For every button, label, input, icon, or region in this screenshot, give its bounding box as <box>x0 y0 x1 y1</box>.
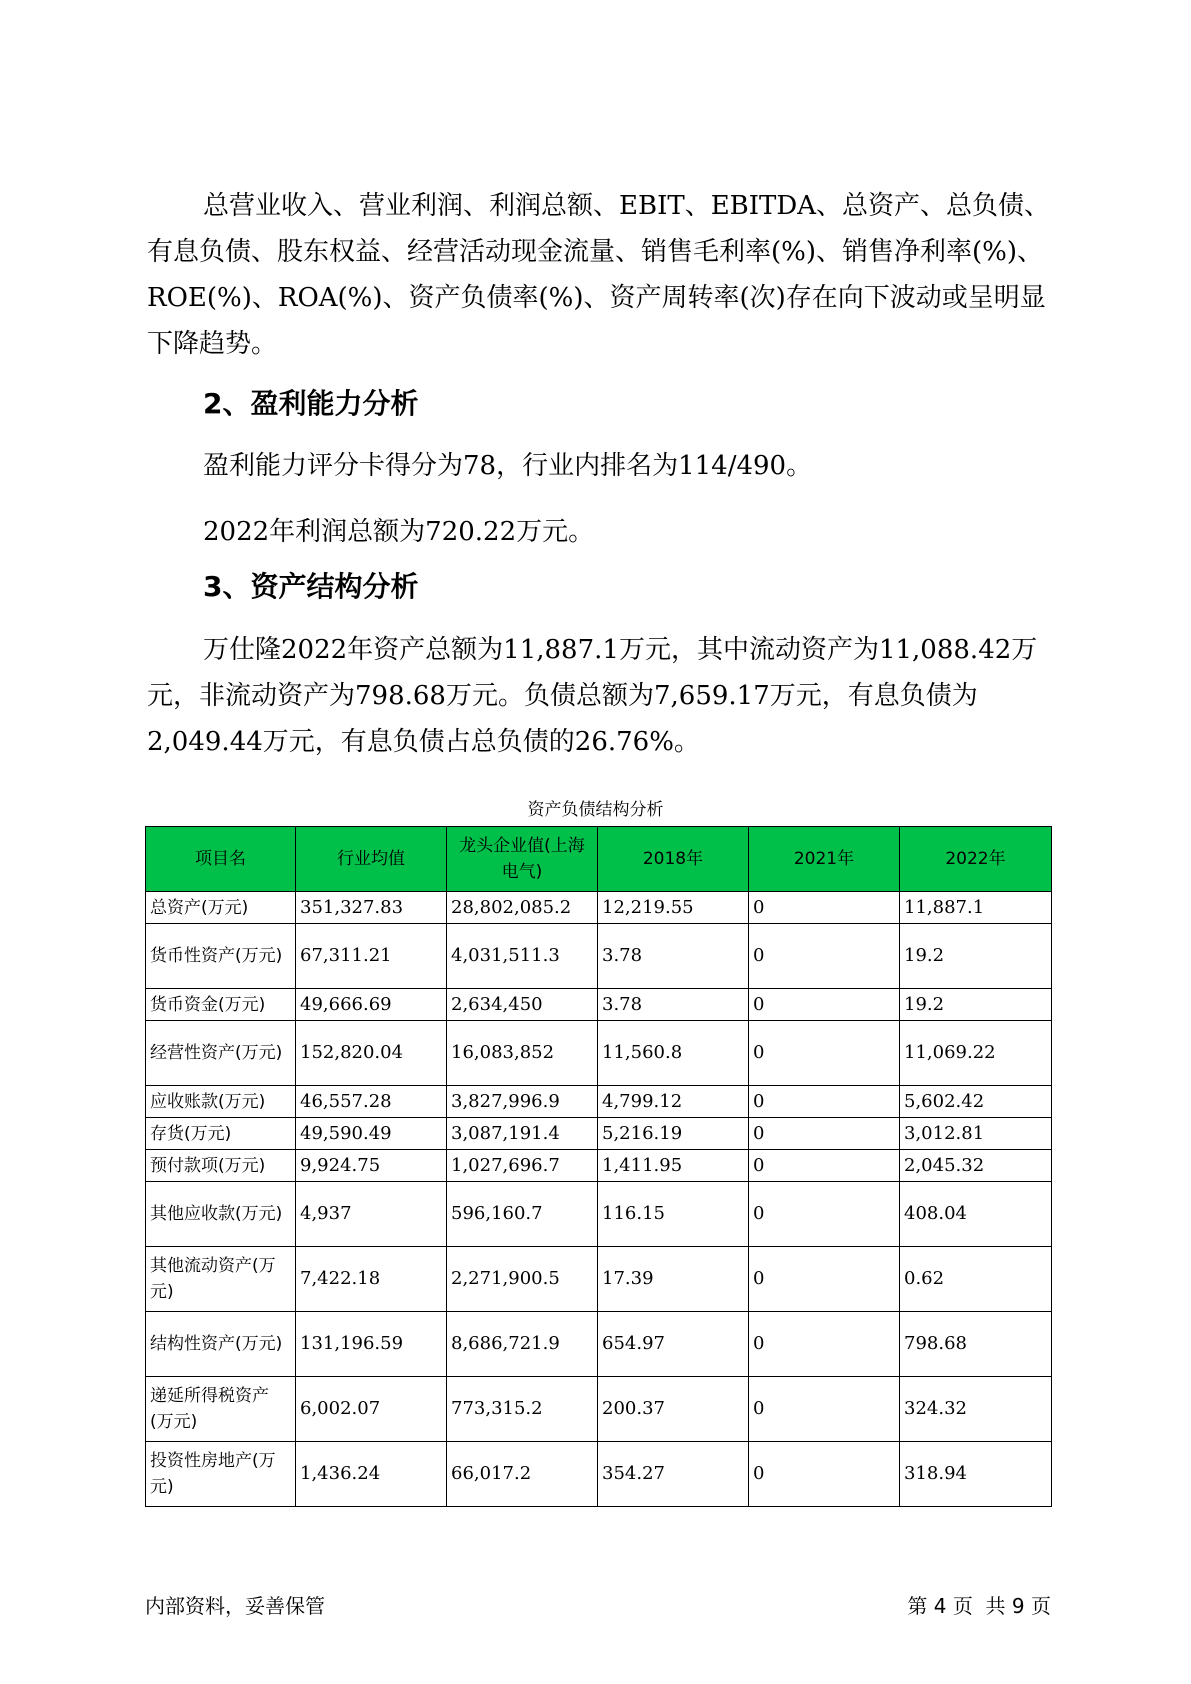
table-row <box>146 1021 1052 1086</box>
table-cell: 324.32 <box>900 1377 1052 1442</box>
row-label: 其他流动资产(万元) <box>146 1247 296 1312</box>
table-row <box>146 1150 1052 1182</box>
row-label: 货币性资产(万元) <box>146 924 296 989</box>
table-row <box>146 1182 1052 1247</box>
section-heading-profitability: 2、盈利能力分析 <box>203 387 419 420</box>
table-cell: 2,271,900.5 <box>447 1247 598 1312</box>
table-cell: 6,002.07 <box>296 1377 447 1442</box>
row-label: 递延所得税资产(万元) <box>146 1377 296 1442</box>
table-cell: 354.27 <box>598 1442 749 1507</box>
header-cell: 2022年 <box>900 827 1052 892</box>
asset-liability-table <box>145 826 1052 1507</box>
table-cell: 0 <box>749 892 900 924</box>
footer-page-number: 第 4 页 共 9 页 <box>907 1594 1051 1618</box>
table-row <box>146 1377 1052 1442</box>
table-cell: 4,031,511.3 <box>447 924 598 989</box>
table-cell: 0 <box>749 1182 900 1247</box>
table-cell: 0 <box>749 1021 900 1086</box>
table-cell: 67,311.21 <box>296 924 447 989</box>
table-cell: 318.94 <box>900 1442 1052 1507</box>
table-cell: 3,012.81 <box>900 1118 1052 1150</box>
intro-paragraph: 总营业收入、营业利润、利润总额、EBIT、EBITDA、总资产、总负债、有息负债、股东权益、经营活动现金流量、销售毛利率(%)、销售净利率(%)、ROE(%)、ROA(%)、资产负债率(%)、资产周转率(次)存在向下波动或呈明显下降趋势。 <box>147 191 1051 359</box>
table-cell: 4,937 <box>296 1182 447 1247</box>
header-cell: 行业均值 <box>296 827 447 892</box>
row-label: 其他应收款(万元) <box>146 1182 296 1247</box>
profitability-score-text: 盈利能力评分卡得分为78，行业内排名为114/490。 <box>203 451 813 481</box>
table-cell: 19.2 <box>900 924 1052 989</box>
table-cell: 200.37 <box>598 1377 749 1442</box>
header-cell: 2021年 <box>749 827 900 892</box>
row-label: 货币资金(万元) <box>146 989 296 1021</box>
table-cell: 131,196.59 <box>296 1312 447 1377</box>
table-cell: 17.39 <box>598 1247 749 1312</box>
table-row <box>146 1086 1052 1118</box>
table-cell: 1,411.95 <box>598 1150 749 1182</box>
table-cell: 773,315.2 <box>447 1377 598 1442</box>
table-cell: 66,017.2 <box>447 1442 598 1507</box>
table-cell: 5,602.42 <box>900 1086 1052 1118</box>
table-cell: 16,083,852 <box>447 1021 598 1086</box>
table-row <box>146 1247 1052 1312</box>
row-label: 经营性资产(万元) <box>146 1021 296 1086</box>
table-row <box>146 1312 1052 1377</box>
table-cell: 152,820.04 <box>296 1021 447 1086</box>
table-cell: 0 <box>749 1442 900 1507</box>
row-label: 总资产(万元) <box>146 892 296 924</box>
table-cell: 1,027,696.7 <box>447 1150 598 1182</box>
row-label: 应收账款(万元) <box>146 1086 296 1118</box>
table-row <box>146 1118 1052 1150</box>
header-cell: 龙头企业值(上海电气) <box>447 827 598 892</box>
table-cell: 3.78 <box>598 924 749 989</box>
header-cell: 2018年 <box>598 827 749 892</box>
table-cell: 0 <box>749 1118 900 1150</box>
table-cell: 11,069.22 <box>900 1021 1052 1086</box>
table-cell: 3,827,996.9 <box>447 1086 598 1118</box>
table-cell: 11,887.1 <box>900 892 1052 924</box>
table-row <box>146 1442 1052 1507</box>
table-cell: 0 <box>749 989 900 1021</box>
table-cell: 2,045.32 <box>900 1150 1052 1182</box>
table-cell: 351,327.83 <box>296 892 447 924</box>
table-cell: 0 <box>749 1312 900 1377</box>
table-cell: 0.62 <box>900 1247 1052 1312</box>
table-cell: 12,219.55 <box>598 892 749 924</box>
table-cell: 11,560.8 <box>598 1021 749 1086</box>
row-label: 存货(万元) <box>146 1118 296 1150</box>
row-label: 结构性资产(万元) <box>146 1312 296 1377</box>
table-cell: 0 <box>749 1247 900 1312</box>
total-profit-text: 2022年利润总额为720.22万元。 <box>203 517 595 547</box>
table-cell: 49,590.49 <box>296 1118 447 1150</box>
table-cell: 7,422.18 <box>296 1247 447 1312</box>
table-cell: 5,216.19 <box>598 1118 749 1150</box>
table-header-row <box>146 827 1052 892</box>
table-cell: 3.78 <box>598 989 749 1021</box>
table-cell: 49,666.69 <box>296 989 447 1021</box>
table-cell: 0 <box>749 1377 900 1442</box>
table-cell: 596,160.7 <box>447 1182 598 1247</box>
table-cell: 798.68 <box>900 1312 1052 1377</box>
table-cell: 654.97 <box>598 1312 749 1377</box>
table-cell: 0 <box>749 1086 900 1118</box>
row-label: 投资性房地产(万元) <box>146 1442 296 1507</box>
table-cell: 28,802,085.2 <box>447 892 598 924</box>
table-cell: 1,436.24 <box>296 1442 447 1507</box>
table-cell: 4,799.12 <box>598 1086 749 1118</box>
header-cell: 项目名 <box>146 827 296 892</box>
table-cell: 0 <box>749 924 900 989</box>
table-cell: 46,557.28 <box>296 1086 447 1118</box>
table-cell: 116.15 <box>598 1182 749 1247</box>
table-cell: 9,924.75 <box>296 1150 447 1182</box>
footer-confidential-note: 内部资料，妥善保管 <box>145 1594 325 1618</box>
table-row <box>146 892 1052 924</box>
table-caption: 资产负债结构分析 <box>527 800 664 820</box>
table-row <box>146 924 1052 989</box>
table-cell: 3,087,191.4 <box>447 1118 598 1150</box>
table-cell: 0 <box>749 1150 900 1182</box>
table-cell: 19.2 <box>900 989 1052 1021</box>
table-cell: 2,634,450 <box>447 989 598 1021</box>
asset-structure-paragraph: 万仕隆2022年资产总额为11,887.1万元，其中流动资产为11,088.42万元，非流动资产为798.68万元。负债总额为7,659.17万元，有息负债为2,049.44万元，有息负债占总负债的26.76%。 <box>147 635 1038 757</box>
table-cell: 408.04 <box>900 1182 1052 1247</box>
section-heading-asset-structure: 3、资产结构分析 <box>203 570 419 603</box>
table-cell: 8,686,721.9 <box>447 1312 598 1377</box>
table-row <box>146 989 1052 1021</box>
row-label: 预付款项(万元) <box>146 1150 296 1182</box>
